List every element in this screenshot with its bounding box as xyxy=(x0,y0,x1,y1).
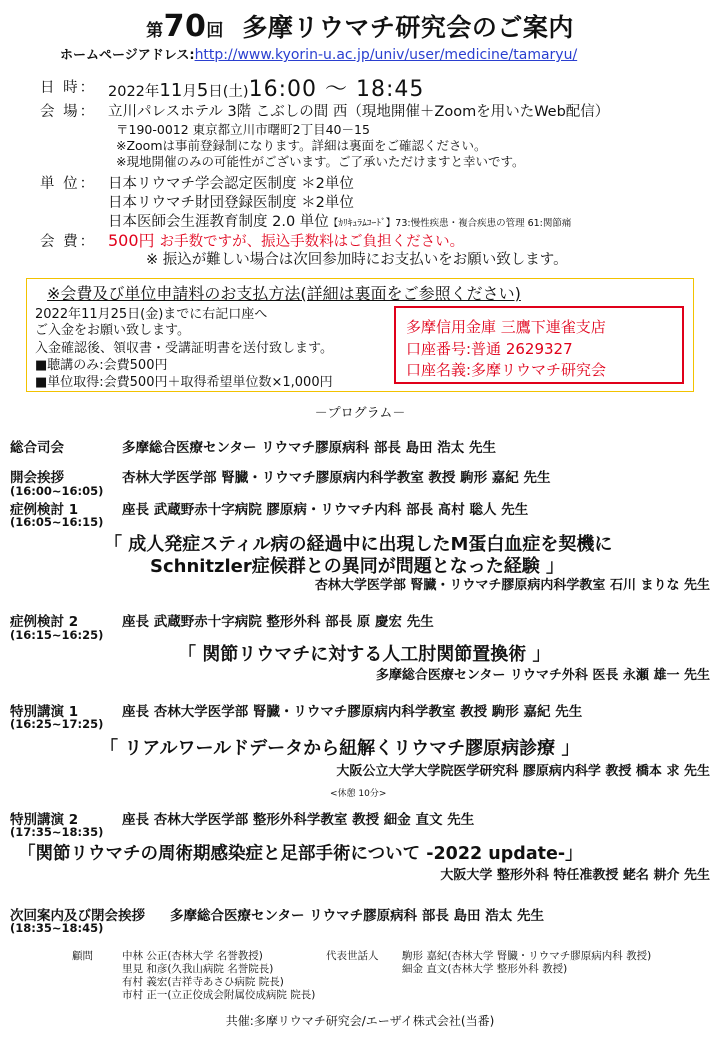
bank-name: 多摩信用金庫 三鷹下連雀支店 xyxy=(406,318,606,336)
case2-label: 症例検討 2 xyxy=(10,614,79,630)
payment-receipt-note: 入金確認後、領収書・受講証明書を送付致します。 xyxy=(35,341,333,356)
lecture2-speaker: 大阪大学 整形外科 特任准教授 蛯名 耕介 先生 xyxy=(440,868,710,883)
representative-item: 細金 直文(杏林大学 整形外科 教授) xyxy=(402,963,568,975)
credit-jcr: 日本リウマチ学会認定医制度 ＊2単位 xyxy=(108,176,354,192)
homepage-line xyxy=(60,44,577,63)
homepage-label: ホームページアドレス: xyxy=(60,48,195,63)
case1-chair: 座長 武蔵野赤十字病院 膠原病・リウマチ内科 部長 髙村 聡人 先生 xyxy=(122,502,529,518)
closing-time: (18:35~18:45) xyxy=(10,921,104,935)
case2-title: 「 関節リウマチに対する人工肘関節置換術 」 xyxy=(178,644,551,665)
date-year: 2022年 xyxy=(108,84,160,100)
homepage-link[interactable]: http://www.kyorin-u.ac.jp/univ/user/medicine/tamaryu/ xyxy=(194,47,578,63)
lecture1-time: (16:25~17:25) xyxy=(10,717,104,731)
fee-note: お手数ですが、振込手数料はご負担ください。 xyxy=(159,234,465,250)
bank-account-holder: 口座名義:多摩リウマチ研究会 xyxy=(406,361,607,379)
case2-speaker: 多摩総合医療センター リウマチ外科 医長 永瀬 雄一 先生 xyxy=(375,668,710,683)
title-kai: 回 xyxy=(206,21,224,41)
credit-curriculum-code: 【ｶﾘｷｭﾗﾑｺｰﾄﾞ】73:慢性疾患・複合疾患の管理 61:関節痛 xyxy=(328,218,572,229)
lecture1-label: 特別講演 1 xyxy=(10,704,79,720)
break-note: <休憩 10分> xyxy=(330,789,387,799)
payment-audit-fee: ■聴講のみ:会費500円 xyxy=(35,358,168,373)
closing-label: 次回案内及び閉会挨拶 xyxy=(10,908,145,924)
title-text: 多摩リウマチ研究会のご案内 xyxy=(242,13,574,42)
closing-person: 多摩総合医療センター リウマチ膠原病科 部長 島田 浩太 先生 xyxy=(170,908,544,924)
credits-label: 単 位： xyxy=(40,176,97,192)
credit-jma-units: 日本医師会生涯教育制度 2.0 単位 xyxy=(108,214,329,230)
case2-time: (16:15~16:25) xyxy=(10,628,104,642)
advisors-label: 顧問 xyxy=(72,950,93,962)
datetime-value xyxy=(108,72,424,103)
venue-zoom-note: ※Zoomは事前登録制になります。詳細は裏面をご確認ください。 xyxy=(116,138,487,153)
representatives-label: 代表世話人 xyxy=(326,950,379,962)
date-tsuki: 月 xyxy=(182,84,197,100)
venue-address: 〒190-0012 東京都立川市曙町2丁目40－15 xyxy=(116,122,370,137)
payment-title: ※会費及び単位申請料のお支払方法(詳細は裏面をご参照ください) xyxy=(47,284,521,303)
case1-title-line1: 「 成人発症スティル病の経過中に出現したM蛋白血症を契機に xyxy=(104,534,613,555)
case1-label: 症例検討 1 xyxy=(10,502,79,518)
payment-credit-fee: ■単位取得:会費500円＋取得希望単位数×1,000円 xyxy=(35,375,333,390)
lecture2-label: 特別講演 2 xyxy=(10,812,79,828)
opening-time: (16:00~16:05) xyxy=(10,484,104,498)
lecture1-chair: 座長 杏林大学医学部 腎臓・リウマチ膠原病内科学教室 教授 駒形 嘉紀 先生 xyxy=(122,704,583,720)
advisor-item: 市村 正一(立正佼成会附属佼成病院 院長) xyxy=(122,989,316,1001)
payment-request: ご入金をお願い致します。 xyxy=(35,323,190,338)
fee-deferral-note: ※ 振込が難しい場合は次回参加時にお支払いをお願い致します。 xyxy=(146,252,568,268)
case1-speaker: 杏林大学医学部 腎臓・リウマチ膠原病内科学教室 石川 まりな 先生 xyxy=(314,578,710,593)
lecture2-time: (17:35~18:35) xyxy=(10,825,104,839)
credit-jrf: 日本リウマチ財団登録医制度 ＊2単位 xyxy=(108,195,354,211)
venue-label: 会 場： xyxy=(40,104,97,120)
program-heading: －プログラム－ xyxy=(314,406,406,421)
sponsor-line: 共催:多摩リウマチ研究会/エーザイ株式会社(当番) xyxy=(225,1014,495,1028)
fee-label: 会 費： xyxy=(40,234,97,250)
lecture2-title: 「関節リウマチの周術期感染症と足部手術について -2022 update-」 xyxy=(18,844,583,864)
page-title xyxy=(0,8,720,44)
representative-item: 駒形 嘉紀(杏林大学 腎臓・リウマチ膠原病内科 教授) xyxy=(402,950,652,962)
case1-title-line2: Schnitzler症候群との異同が問題となった経験 」 xyxy=(150,556,565,577)
date-day: 5 xyxy=(196,80,209,101)
date-nichi: 日 xyxy=(208,84,223,100)
datetime-label: 日 時： xyxy=(40,80,97,96)
opening-person: 杏林大学医学部 腎臓・リウマチ膠原病内科学教室 教授 駒形 嘉紀 先生 xyxy=(122,470,551,486)
bank-account-number: 口座番号:普通 2629327 xyxy=(406,340,573,358)
mc-label: 総合司会 xyxy=(10,440,64,456)
lecture1-speaker: 大阪公立大学大学院医学研究科 膠原病内科学 教授 橋本 求 先生 xyxy=(336,764,710,779)
fee-amount: 500円 xyxy=(108,231,155,250)
venue-name: 立川パレスホテル 3階 こぶしの間 西（現地開催＋Zoomを用いたWeb配信） xyxy=(108,104,610,120)
case1-time: (16:05~16:15) xyxy=(10,515,104,529)
payment-deadline: 2022年11月25日(金)までに右記口座へ xyxy=(35,307,268,322)
lecture2-chair: 座長 杏林大学医学部 整形外科学教室 教授 細金 直文 先生 xyxy=(122,812,475,828)
advisor-item: 里見 和彦(久我山病院 名誉院長) xyxy=(122,963,274,975)
date-month: 11 xyxy=(159,80,183,101)
advisor-item: 有村 義宏(吉祥寺あさひ病院 院長) xyxy=(122,976,284,988)
opening-label: 開会挨拶 xyxy=(10,470,64,486)
title-number: 70 xyxy=(163,9,207,44)
lecture1-title: 「 リアルワールドデータから紐解くリウマチ膠原病診療 」 xyxy=(100,738,580,759)
bank-account-box xyxy=(394,306,684,384)
venue-onsite-note: ※現地開催のみの可能性がございます。ご了承いただけますと幸いです。 xyxy=(116,154,525,169)
advisor-item: 中林 公正(杏林大学 名誉教授) xyxy=(122,950,263,962)
case2-chair: 座長 武蔵野赤十字病院 整形外科 部長 原 慶宏 先生 xyxy=(122,614,434,630)
mc-person: 多摩総合医療センター リウマチ膠原病科 部長 島田 浩太 先生 xyxy=(122,440,496,456)
date-weekday: (土) xyxy=(222,84,249,100)
title-dai: 第 xyxy=(146,21,164,41)
event-time: 16:00 ～ 18:45 xyxy=(248,77,425,102)
